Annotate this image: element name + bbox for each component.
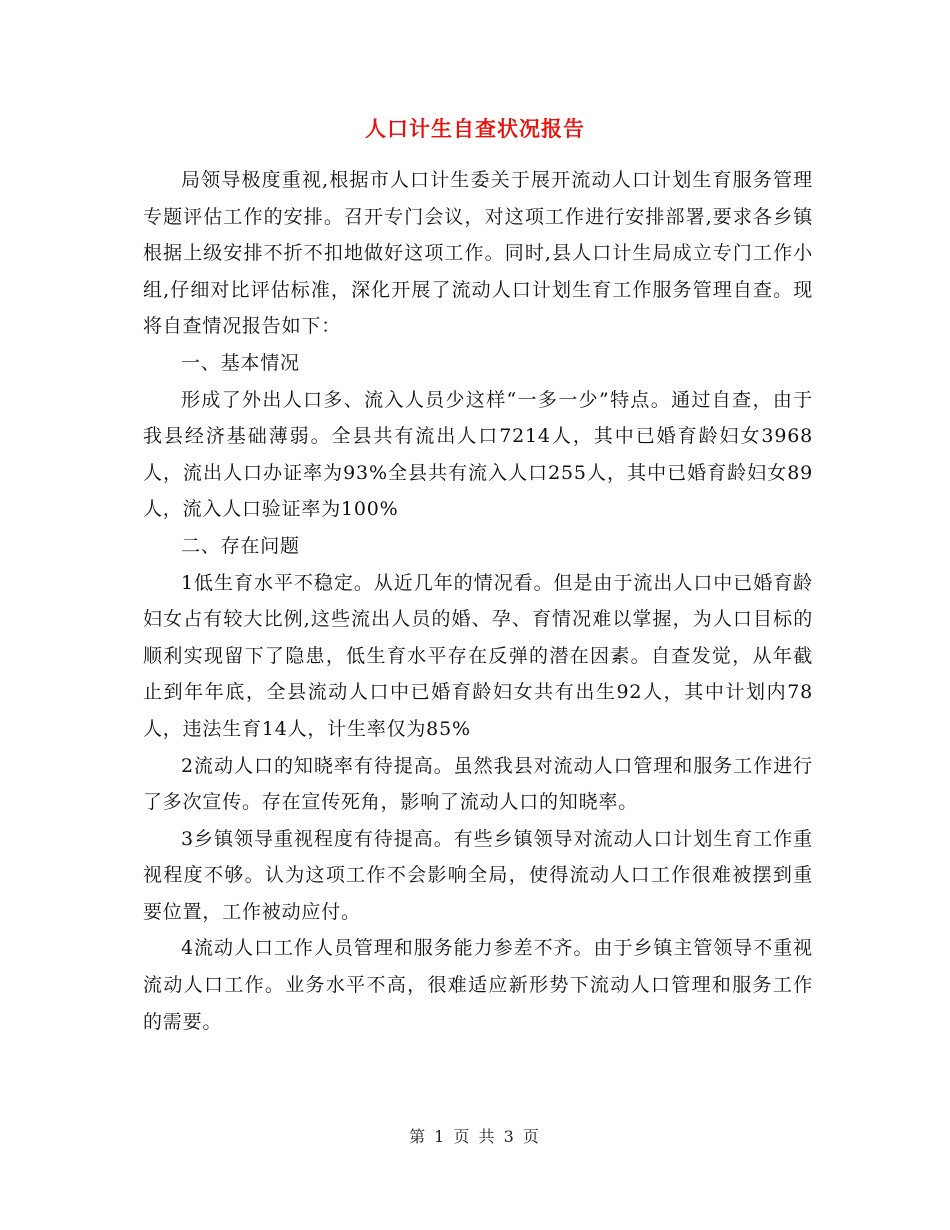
intro-paragraph: 局领导极度重视,根据市人口计生委关于展开流动人口计划生育服务管理专题评估工作的安排。召开专门会议，对这项工作进行安排部署,要求各乡镇根据上级安排不折不扣地做好这项工作。同时,县人口计生局成立专门工作小组,仔细对比评估标准，深化开展了流动人口计划生育工作服务管理自查。现将自查情况报告如下：: [143, 169, 813, 338]
problem-paragraph-3: 3乡镇领导重视程度有待提高。有些乡镇领导对流动人口计划生育工作重视程度不够。认为这项工作不会影响全局，使得流动人口工作很难被摆到重要位置，工作被动应付。: [143, 827, 813, 923]
section-heading-problems: 二、存在问题: [181, 534, 300, 557]
problem-paragraph-1: 1低生育水平不稳定。从近几年的情况看。但是由于流出人口中已婚育龄妇女占有较大比例,这些流出人员的婚、孕、育情况难以掌握，为人口目标的顺利实现留下了隐患，低生育水平存在反弹的潜在因素。自查发觉，从年截止到年年底，全县流动人口中已婚育龄妇女共有出生92人，其中计划内78人，违法生育14人，计生率仅为85%: [143, 571, 813, 740]
page-footer: 第 1 页 共 3 页: [409, 1127, 541, 1146]
section-heading-basic-situation: 一、基本情况: [181, 351, 300, 374]
basic-situation-paragraph: 形成了外出人口多、流入人员少这样“一多一少”特点。通过自查，由于我县经济基础薄弱。全县共有流出人口7214人，其中已婚育龄妇女3968人，流出人口办证率为93%全县共有流入人口255人，其中已婚育龄妇女89人，流入人口验证率为100%: [143, 388, 813, 521]
problem-paragraph-2: 2流动人口的知晓率有待提高。虽然我县对流动人口管理和服务工作进行了多次宣传。存在宣传死角，影响了流动人口的知晓率。: [143, 754, 813, 814]
document-title: 人口计生自查状况报告: [365, 116, 585, 141]
document-body: [143, 162, 813, 1040]
problem-paragraph-4: 4流动人口工作人员管理和服务能力参差不齐。由于乡镇主管领导不重视流动人口工作。业务水平不高，很难适应新形势下流动人口管理和服务工作的需要。: [143, 937, 813, 1033]
